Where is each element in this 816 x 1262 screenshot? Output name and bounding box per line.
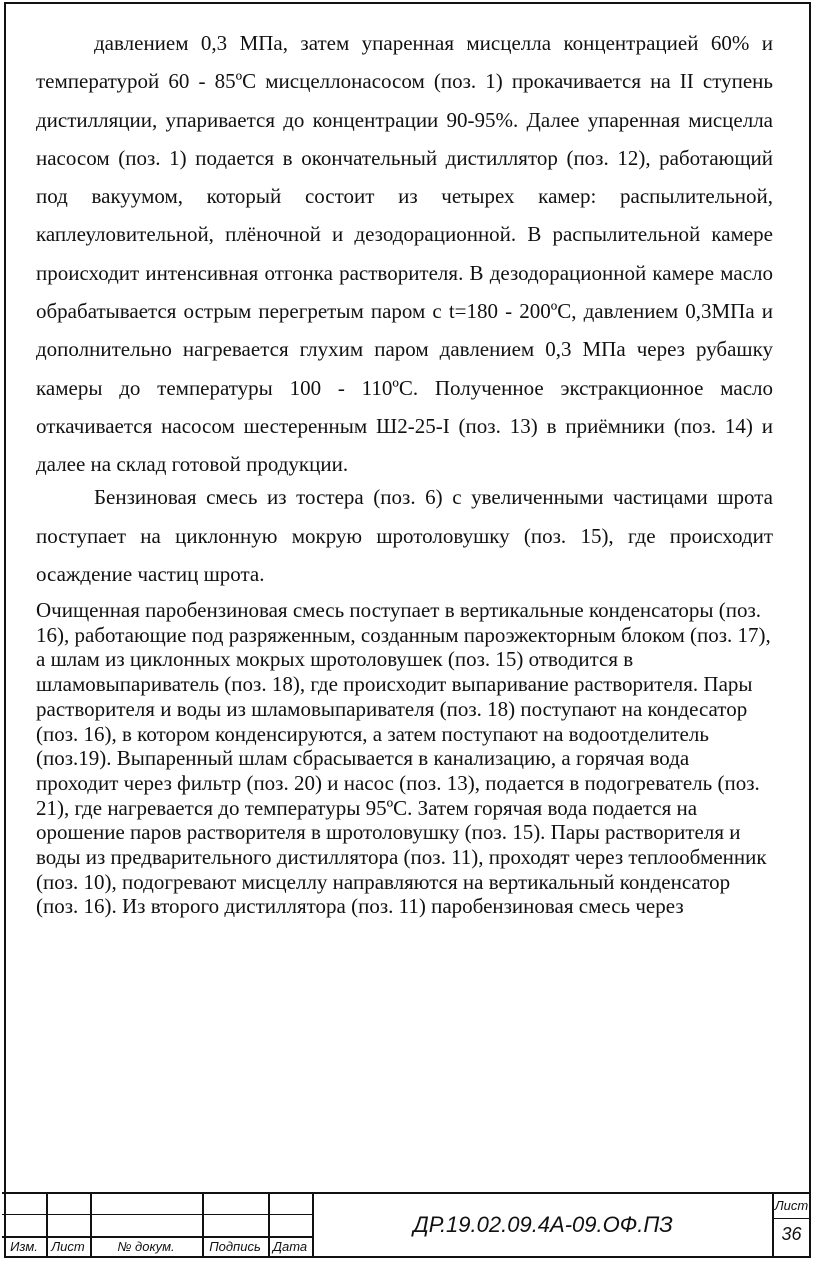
header-doc-number: № докум. bbox=[117, 1239, 175, 1254]
stamp-row-line bbox=[2, 1214, 312, 1215]
header-list: Лист bbox=[51, 1239, 85, 1254]
header-signature: Подпись bbox=[209, 1239, 261, 1254]
body-paragraph-2: Бензиновая смесь из тостера (поз. 6) с увеличенными частицами шрота поступает на циклонную мокрую шротоловушку (поз. 15), где происходит осаждение частиц шрота. bbox=[36, 485, 773, 586]
body-paragraph-3: Очищенная паробензиновая смесь поступает в вертикальные конденсаторы (поз. 16), работающие под разряженным, созданным пароэжекторным блоком (поз. 17), а шлам из циклонных мокрых шротоловушек (поз. 15) отводится в шламовыпариватель (поз. 18), где происходит выпаривание растворителя. Пары растворителя и воды из шламовыпаривателя (поз. 18) поступают на кондесатор (поз. 16), в котором конденсируются, а затем поступают на водоотделитель (поз.19). Выпаренный шлам сбрасывается в канализацию, а горячая вода проходит через фильтр (поз. 20) и насос (поз. 13), подается в подогреватель (поз. 21), где нагревается до температуры 95ºС. Затем горячая вода подается на орошение паров растворителя в шротоловушку (поз. 15). Пары растворителя и воды из предварительного дистиллятора (поз. 11), проходят через теплообменник (поз. 10), подогревают мисцеллу направляются на вертикальный конденсатор (поз. 16). Из второго дистиллятора (поз. 11) паробензиновая смесь через bbox=[36, 598, 771, 919]
header-date: Дата bbox=[272, 1239, 308, 1254]
body-paragraph-1: давлением 0,3 МПа, затем упаренная мисцелла концентрацией 60% и температурой 60 - 85ºС мисцеллонасосом (поз. 1) прокачивается на II ступень дистилляции, упаривается до концентрации 90-95%. Далее упаренная мисцелла насосом (поз. 1) подается в окончательный дистиллятор (поз. 12), работающий под вакуумом, который состоит из четырех камер: распылительной, каплеуловительной, плёночной и дезодорационной. В распылительной камере происходит интенсивная отгонка растворителя. В дезодорационной камере масло обрабатывается острым перегретым паром с t=180 - 200ºС, давлением 0,3МПа и дополнительно нагревается глухим паром давлением 0,3 МПа через рубашку камеры до температуры 100 - 110ºС. Полученное экстракционное масло откачивается насосом шестеренным Ш2-25-I (поз. 13) в приёмники (поз. 14) и далее на склад готовой продукции. bbox=[36, 31, 773, 477]
sheet-label: Лист bbox=[774, 1198, 809, 1213]
stamp-row-line bbox=[2, 1236, 312, 1238]
stamp-row-line bbox=[772, 1218, 809, 1219]
sheet-number: 36 bbox=[781, 1224, 802, 1244]
document-code: ДР.19.02.09.4А-09.ОФ.ПЗ bbox=[413, 1212, 673, 1237]
title-block bbox=[2, 1192, 809, 1256]
header-izm: Изм. bbox=[10, 1239, 38, 1254]
